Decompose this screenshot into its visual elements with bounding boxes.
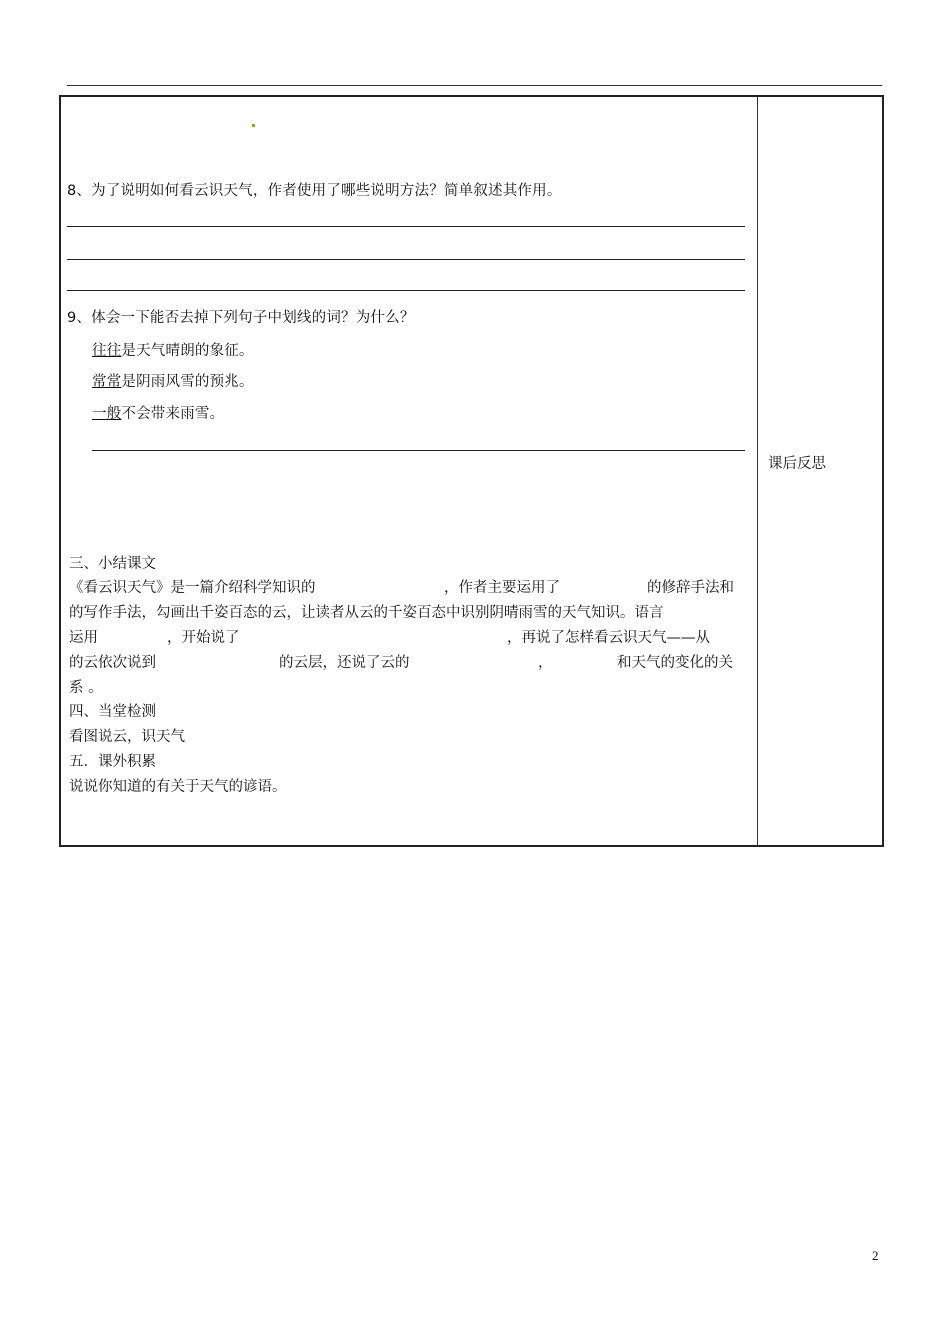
summary-line-3a: 运用 [69, 630, 98, 646]
underlined-word: 往往 [92, 343, 122, 359]
check-text: 看图说云，识天气 [69, 729, 185, 745]
summary-line-5: 系 。 [69, 680, 103, 696]
answer-line-3 [67, 290, 745, 291]
answer-line-1 [67, 226, 745, 227]
summary-line-4a: 的云依次说到 [69, 655, 156, 671]
column-divider [757, 97, 758, 845]
underlined-word: 一般 [92, 406, 122, 422]
extra-heading: 五．课外积累 [69, 754, 156, 770]
question-8: 8、为了说明如何看云识天气，作者使用了哪些说明方法？简单叙述其作用。 [67, 183, 562, 199]
underlined-word: 常常 [92, 374, 122, 390]
question-9: 9、体会一下能否去掉下列句子中划线的词？为什么？ [67, 310, 415, 326]
extra-text: 说说你知道的有关于天气的谚语。 [69, 779, 287, 795]
sentence-text: 是阴雨风雪的预兆。 [121, 374, 254, 390]
summary-line-3b: ，开始说了 [167, 630, 240, 646]
check-heading: 四、当堂检测 [69, 704, 156, 720]
stray-dot [252, 124, 255, 127]
summary-line-4c: ， [538, 655, 553, 671]
answer-line-2 [67, 259, 745, 260]
summary-line-1a: 《看云识天气》是一篇介绍科学知识的 [69, 580, 316, 596]
summary-line-1c: 的修辞手法和 [647, 580, 734, 596]
summary-line-3c: ，再说了怎样看云识天气——从 [507, 630, 710, 646]
summary-heading: 三、小结课文 [69, 556, 156, 572]
sentence-2 [92, 370, 254, 391]
summary-line-2: 的写作手法，勾画出千姿百态的云，让读者从云的千姿百态中识别阴晴雨雪的天气知识。语言 [69, 605, 664, 621]
summary-line-4b: 的云层，还说了云的 [279, 655, 410, 671]
sentence-text: 是天气晴朗的象征。 [121, 343, 254, 359]
sentence-text: 不会带来雨雪。 [121, 406, 225, 422]
summary-line-1b: ，作者主要运用了 [444, 580, 560, 596]
answer-line-4 [92, 450, 745, 451]
side-label: 课后反思 [768, 456, 826, 472]
sentence-3 [92, 402, 224, 423]
summary-line-4d: 和天气的变化的关 [617, 655, 733, 671]
header-rule [67, 85, 882, 86]
sentence-1 [92, 339, 254, 360]
worksheet-table [59, 95, 884, 847]
page-number: 2 [872, 1248, 879, 1263]
